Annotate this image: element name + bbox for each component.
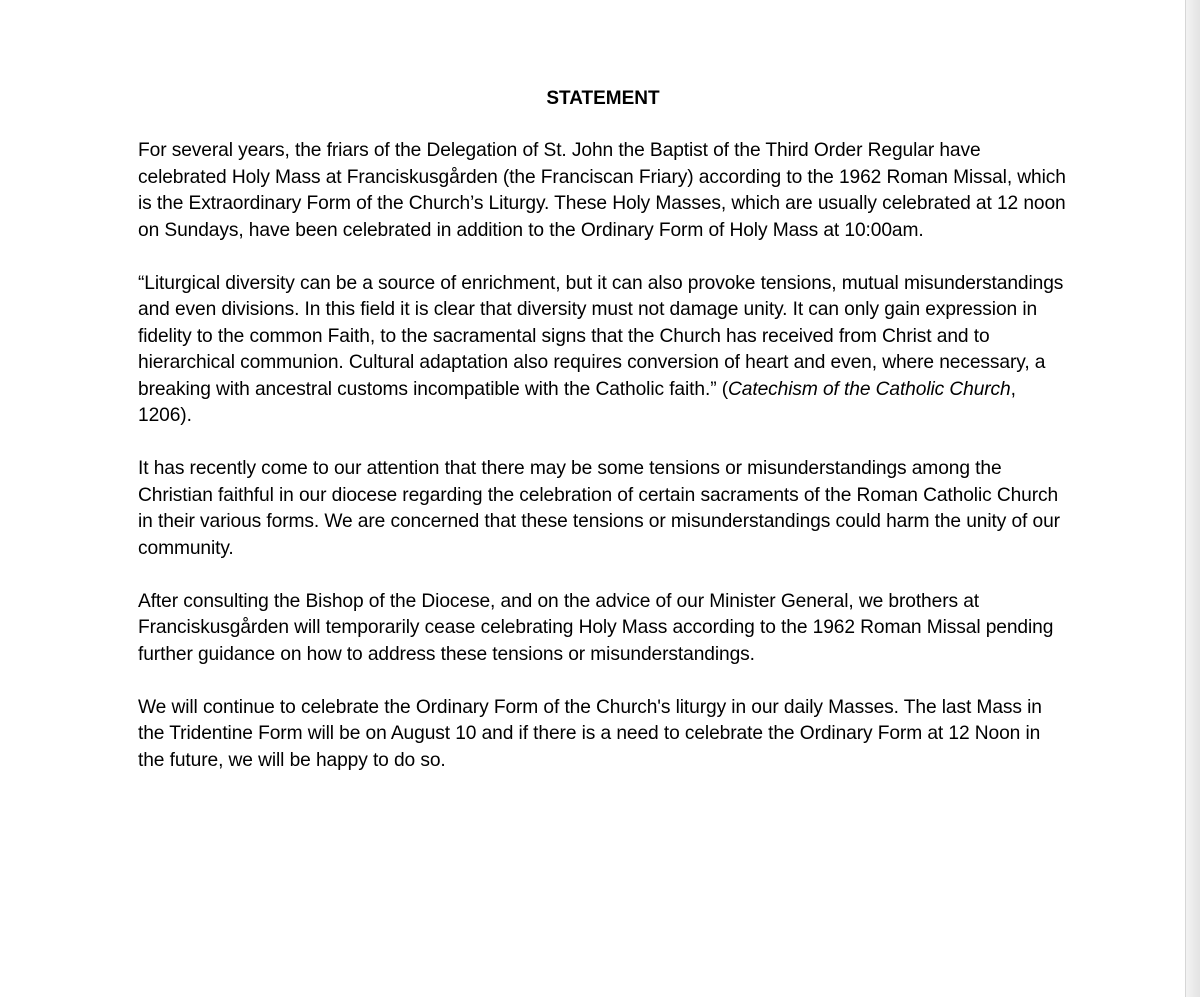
quote-source-title: Catechism of the Catholic Church [728, 378, 1011, 400]
quote-text: “Liturgical diversity can be a source of enrichment, but it can also provoke tensions, mutual misunderstandings and even divisions. In this field it is clear that diversity must not damage unity. It can only gain expression in fidelity to the common Faith, to the sacramental signs that the Church has received from Christ and to hierarchical communion. Cultural adaptation also requires conversion of heart and even, where necessary, a breaking with ancestral customs incompatible with the Catholic faith.” ( [138, 272, 1064, 400]
page-edge [1185, 0, 1200, 997]
paragraph-intro: For several years, the friars of the Delegation of St. John the Baptist of the Third Order Regular have celebrated Holy Mass at Franciskusgården (the Franciscan Friary) according to the 1962 Roman Missal, which is the Extraordinary Form of the Church’s Liturgy. These Holy Masses, which are usually celebrated at 12 noon on Sundays, have been celebrated in addition to the Ordinary Form of Holy Mass at 10:00am. [138, 140, 1066, 241]
paragraph-continuation: We will continue to celebrate the Ordinary Form of the Church's liturgy in our daily Masses. The last Mass in the Tridentine Form will be on August 10 and if there is a need to celebrate the Ordinary Form at 12 Noon in the future, we will be happy to do so. [138, 696, 1042, 771]
paragraph-catechism-quote [138, 271, 1068, 430]
paragraph-tensions: It has recently come to our attention that there may be some tensions or misunderstandings among the Christian faithful in our diocese regarding the celebration of certain sacraments of the Roman Catholic Church in their various forms. We are concerned that these tensions or misunderstandings could harm the unity of our community. [138, 458, 1060, 559]
document-title: STATEMENT [546, 88, 660, 109]
document-body [138, 86, 1068, 801]
paragraph-decision: After consulting the Bishop of the Diocese, and on the advice of our Minister General, we brothers at Franciskusgården will temporarily cease celebrating Holy Mass according to the 1962 Roman Missal pending further guidance on how to address these tensions or misunderstandings. [138, 590, 1054, 665]
quote-source-ref: , 1206). [138, 378, 1016, 426]
